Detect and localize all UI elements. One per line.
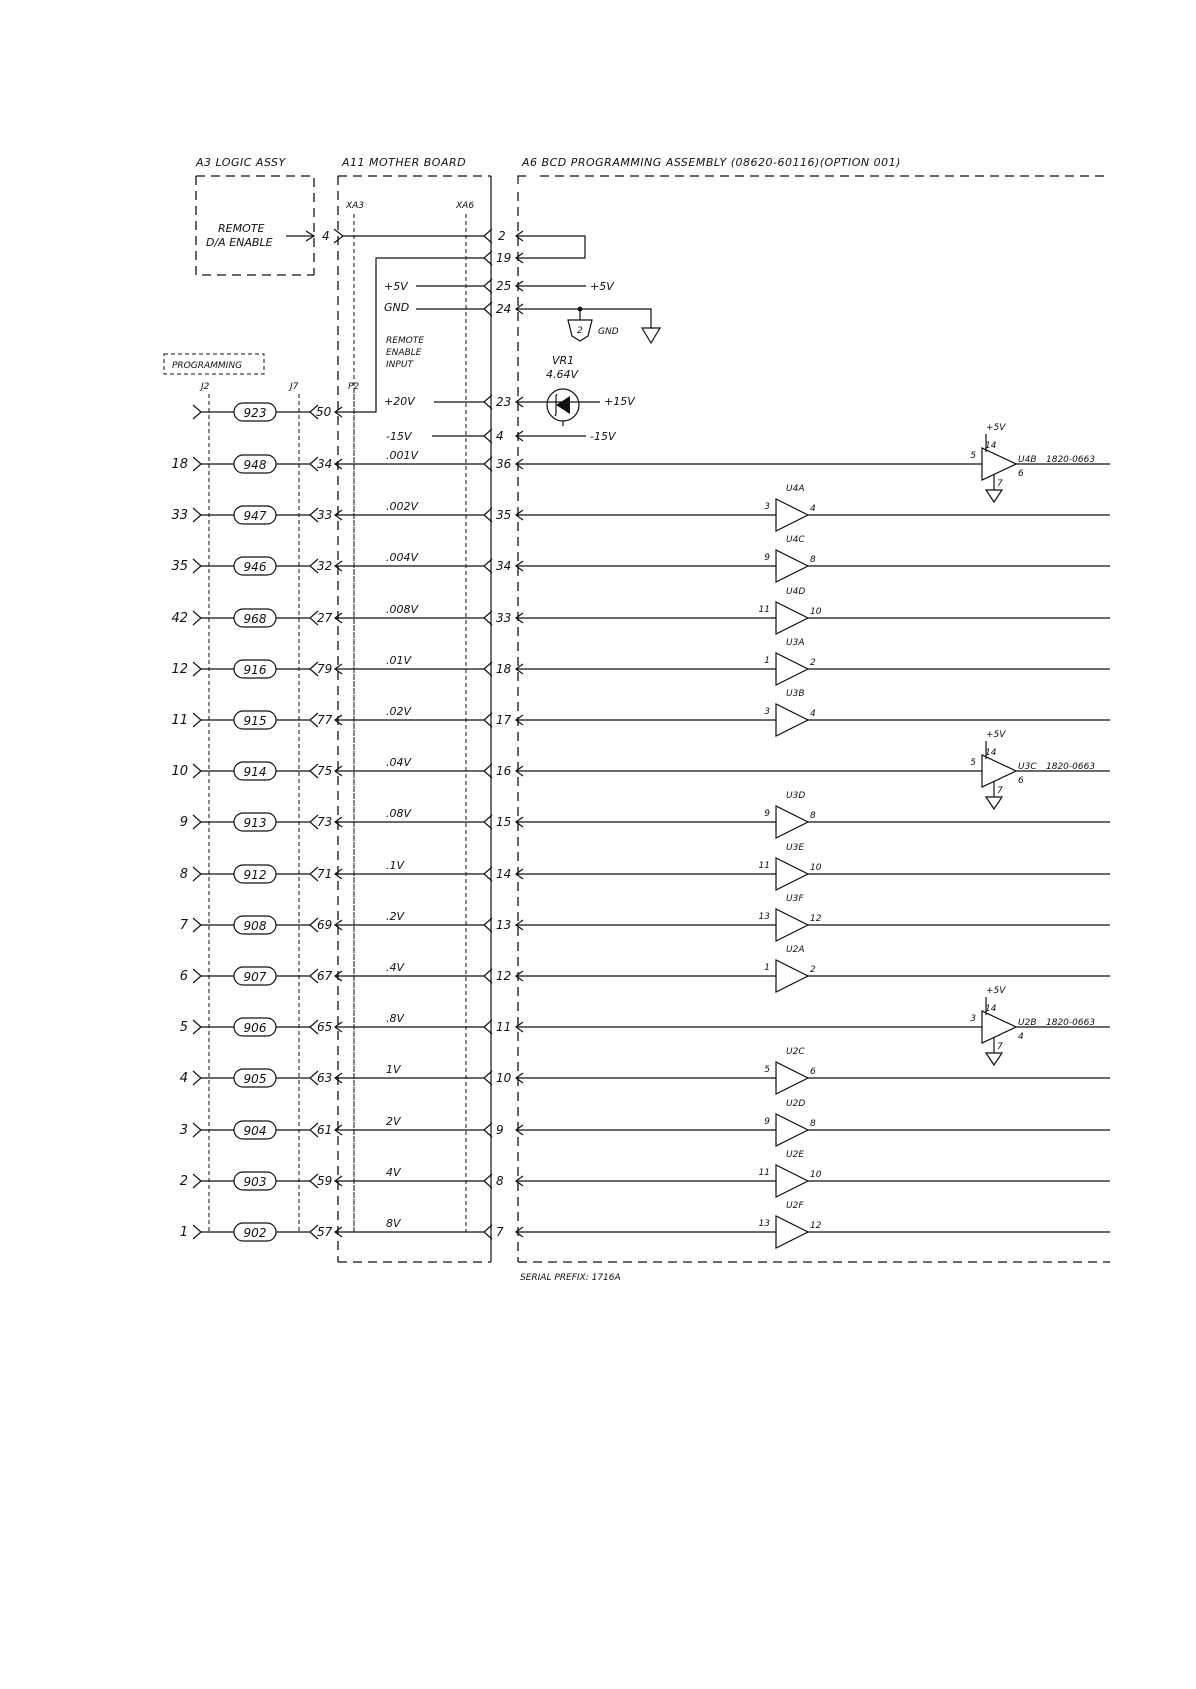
ground-triangle-icon <box>986 797 1002 809</box>
wire-tag-923-text: 923 <box>243 406 267 420</box>
j2-input-chevron <box>193 918 201 932</box>
buffer-gate-icon <box>776 602 808 634</box>
j2-pin-number: 18 <box>171 457 188 472</box>
xa6-pin-number: 12 <box>496 969 512 983</box>
j2-pin-number: 11 <box>171 713 188 728</box>
xa6-pin-number: 16 <box>496 764 512 778</box>
j7-pin-number: 57 <box>317 1225 333 1239</box>
buffer-gate-icon <box>776 806 808 838</box>
xa6-pin-number: 17 <box>496 713 512 727</box>
wire-tag-number: 915 <box>243 714 267 728</box>
gate-input-pin: 1 <box>764 963 770 973</box>
buffer-gate-icon <box>776 1062 808 1094</box>
plus20v-label: +20V <box>384 395 415 408</box>
j2-input-chevron <box>193 867 201 881</box>
wire-tag-number: 902 <box>243 1226 267 1240</box>
connector-xa6-label: XA6 <box>456 201 475 211</box>
j7-pin-number: 67 <box>317 969 333 983</box>
xa6-pin-number: 34 <box>496 559 512 573</box>
xa6-pin-number: 36 <box>496 457 512 471</box>
j7-pin-number: 59 <box>317 1174 333 1188</box>
j2-input-chevron <box>193 1225 201 1239</box>
gate-output-pin: 6 <box>810 1067 816 1077</box>
remote-enable-input-1: REMOTE <box>386 336 424 346</box>
j7-pin-number: 77 <box>317 713 333 727</box>
bcd-weight-label: .01V <box>386 654 412 667</box>
gate-part-number: 1820-0663 <box>1046 1018 1096 1028</box>
gate-vcc-pin: 14 <box>985 441 997 451</box>
buffer-gate-icon <box>776 1165 808 1197</box>
j7-pin-number: 32 <box>317 559 333 573</box>
buffer-gate-icon <box>776 653 808 685</box>
wire-tag-number: 914 <box>243 765 267 779</box>
gnd-text: GND <box>598 327 619 337</box>
header-a3-logic-assy: A3 LOGIC ASSY <box>196 156 286 169</box>
gate-vcc-pin: 14 <box>985 1004 997 1014</box>
buffer-gate-icon <box>776 550 808 582</box>
connector-j2-label: J2 <box>201 382 210 392</box>
wire-tag-number: 948 <box>243 458 267 472</box>
gate-reference: U3B <box>786 689 805 699</box>
wire-tag-number: 913 <box>243 816 267 830</box>
buffer-gate-icon <box>776 909 808 941</box>
xa6-pin-number: 13 <box>496 918 512 932</box>
wire-tag-number: 904 <box>243 1124 267 1138</box>
vr1-value: 4.64V <box>546 368 579 381</box>
j2-input-chevron <box>193 611 201 625</box>
gate-input-pin: 5 <box>764 1065 770 1075</box>
xa6-pin-number: 14 <box>496 867 512 881</box>
xa6-pin-4: 4 <box>496 429 504 443</box>
gate-output-pin: 6 <box>1018 469 1024 479</box>
gate-reference: U2C <box>786 1047 805 1057</box>
j2-pin-number: 9 <box>179 815 188 830</box>
j2-input-chevron <box>193 815 201 829</box>
connector-xa3-label: XA3 <box>346 201 365 211</box>
xa6-pin-number: 35 <box>496 508 512 522</box>
gate-vcc-label: +5V <box>986 423 1006 433</box>
j2-pin-number: 6 <box>179 969 188 984</box>
gate-vcc-pin: 14 <box>985 748 997 758</box>
remote-enable-input-2: ENABLE <box>386 348 422 358</box>
xa6-pin-2: 2 <box>498 229 506 243</box>
gnd-right-wire <box>516 309 651 328</box>
bcd-weight-label: .2V <box>386 910 405 923</box>
remote-enable-input-3: INPUT <box>386 360 413 370</box>
gate-input-pin: 3 <box>764 707 770 717</box>
minus15v-label: -15V <box>386 430 412 443</box>
wire-tag-number: 906 <box>243 1021 267 1035</box>
xa6-pin-19: 19 <box>496 251 512 265</box>
buffer-gate-icon <box>776 1216 808 1248</box>
buffer-gate-icon <box>982 755 1016 787</box>
gate-reference: U4A <box>786 484 805 494</box>
buffer-gate-icon <box>982 1011 1016 1043</box>
xa6-pin-number: 15 <box>496 815 512 829</box>
j2-input-chevron <box>193 662 201 676</box>
a6-bcd-box <box>518 176 1110 1262</box>
xa6-pin-number: 9 <box>496 1123 504 1137</box>
gate-reference: U3D <box>786 791 806 801</box>
bcd-weight-label: 2V <box>386 1115 401 1128</box>
wire-tag-number: 908 <box>243 919 267 933</box>
gate-output-pin: 4 <box>1018 1032 1024 1042</box>
gate-input-pin: 3 <box>970 1014 976 1024</box>
xa6-pin-number: 8 <box>496 1174 504 1188</box>
wire-tag-number: 903 <box>243 1175 267 1189</box>
xa6-pin-number: 7 <box>496 1225 504 1239</box>
gate-input-pin: 5 <box>970 758 976 768</box>
gate-output-pin: 4 <box>810 504 816 514</box>
gate-reference: U4B <box>1018 455 1037 465</box>
programming-label: PROGRAMMING <box>172 361 243 371</box>
bcd-rows <box>171 423 1110 1248</box>
j2-input-chevron <box>193 1020 201 1034</box>
header-a6-bcd-programming: A6 BCD PROGRAMMING ASSEMBLY (08620-60116)(OPTION 001) <box>522 156 901 169</box>
plus5v-right-label: +5V <box>590 280 614 293</box>
remote-da-enable-label-2: D/A ENABLE <box>206 236 273 249</box>
j2-pin-number: 42 <box>171 611 188 626</box>
j2-pin-number: 3 <box>179 1123 188 1138</box>
gate-output-pin: 10 <box>810 863 822 873</box>
gate-output-pin: 10 <box>810 607 822 617</box>
wire-tag-number: 946 <box>243 560 267 574</box>
buffer-gate-icon <box>776 499 808 531</box>
j2-input-chevron <box>193 764 201 778</box>
bcd-weight-label: .1V <box>386 859 405 872</box>
gate-input-pin: 9 <box>764 1117 770 1127</box>
plus5v-label: +5V <box>384 280 408 293</box>
j7-pin-number: 63 <box>317 1071 333 1085</box>
ground-triangle-icon <box>986 490 1002 502</box>
buffer-gate-icon <box>776 1114 808 1146</box>
bcd-weight-label: .004V <box>386 551 419 564</box>
minus15v-right-label: -15V <box>590 430 616 443</box>
gate-output-pin: 4 <box>810 709 816 719</box>
wire-tag-number: 907 <box>243 970 267 984</box>
j7-pin-number: 71 <box>317 867 333 881</box>
xa6-pin-number: 10 <box>496 1071 512 1085</box>
gate-gnd-pin: 7 <box>997 786 1003 796</box>
bcd-weight-label: .08V <box>386 807 412 820</box>
wire-tag-number: 968 <box>243 612 267 626</box>
gate-reference: U4C <box>786 535 805 545</box>
j2-pin-number: 8 <box>179 867 188 882</box>
connector-j7-label: J7 <box>290 382 299 392</box>
j2-input-chevron <box>193 1071 201 1085</box>
bcd-weight-label: 8V <box>386 1217 401 1230</box>
gate-reference: U2F <box>786 1201 804 1211</box>
gate-reference: U2A <box>786 945 805 955</box>
gate-gnd-pin: 7 <box>997 1042 1003 1052</box>
bcd-weight-label: .04V <box>386 756 412 769</box>
gate-input-pin: 11 <box>758 605 770 615</box>
j7-pin-number: 73 <box>317 815 333 829</box>
gate-input-pin: 11 <box>758 861 770 871</box>
gate-output-pin: 10 <box>810 1170 822 1180</box>
gate-input-pin: 3 <box>764 502 770 512</box>
xa6-pin-number: 11 <box>496 1020 512 1034</box>
gate-input-pin: 13 <box>758 912 770 922</box>
gate-output-pin: 2 <box>810 658 816 668</box>
xa6-pin-23: 23 <box>496 395 512 409</box>
bcd-weight-label: .008V <box>386 603 419 616</box>
gate-vcc-label: +5V <box>986 986 1006 996</box>
bcd-weight-label: .02V <box>386 705 412 718</box>
j2-input-chevron <box>193 559 201 573</box>
gate-vcc-label: +5V <box>986 730 1006 740</box>
gate-input-pin: 9 <box>764 809 770 819</box>
vr1-name: VR1 <box>552 354 575 367</box>
bcd-weight-label: .002V <box>386 500 419 513</box>
bcd-weight-label: 4V <box>386 1166 401 1179</box>
j2-input-chevron <box>193 969 201 983</box>
j2-pin-number: 33 <box>171 508 188 523</box>
j7-pin-number: 75 <box>317 764 333 778</box>
xa6-pin-number: 18 <box>496 662 512 676</box>
j7-pin-number: 27 <box>317 611 333 625</box>
gate-output-pin: 12 <box>810 1221 822 1231</box>
wire-tag-number: 916 <box>243 663 267 677</box>
wire-tag-number: 912 <box>243 868 267 882</box>
gate-reference: U4D <box>786 587 806 597</box>
gate-reference: U3A <box>786 638 805 648</box>
gate-input-pin: 11 <box>758 1168 770 1178</box>
buffer-gate-icon <box>776 858 808 890</box>
j2-pin-number: 5 <box>179 1020 188 1035</box>
j2-pin-number: 4 <box>179 1071 188 1086</box>
gate-output-pin: 8 <box>810 811 816 821</box>
bcd-weight-label: .8V <box>386 1012 405 1025</box>
gate-output-pin: 8 <box>810 555 816 565</box>
j7-pin-number: 34 <box>317 457 333 471</box>
j2-pin-number: 1 <box>179 1225 188 1240</box>
gate-reference: U2E <box>786 1150 804 1160</box>
j2-pin-number: 10 <box>171 764 188 779</box>
gate-input-pin: 1 <box>764 656 770 666</box>
gate-output-pin: 8 <box>810 1119 816 1129</box>
j2-pin-number: 7 <box>179 918 188 933</box>
a3-pin-4: 4 <box>322 229 330 243</box>
bcd-weight-label: 1V <box>386 1063 401 1076</box>
remote-da-enable-label-1: REMOTE <box>218 222 265 235</box>
gate-reference: U2D <box>786 1099 806 1109</box>
gate-input-pin: 5 <box>970 451 976 461</box>
serial-prefix: SERIAL PREFIX: 1716A <box>520 1273 621 1283</box>
gate-gnd-pin: 7 <box>997 479 1003 489</box>
j7-pin-number: 69 <box>317 918 333 932</box>
header-a11-mother-board: A11 MOTHER BOARD <box>342 156 467 169</box>
zener-diode-icon <box>556 396 570 414</box>
buffer-gate-icon <box>776 960 808 992</box>
gate-part-number: 1820-0663 <box>1046 455 1096 465</box>
xa6-pin-24: 24 <box>496 302 512 316</box>
j2-pin-number: 35 <box>171 559 188 574</box>
j2-input-chevron <box>193 1174 201 1188</box>
j7-pin-number: 33 <box>317 508 333 522</box>
j2-input-chevron <box>193 713 201 727</box>
ground-triangle-icon <box>642 328 660 343</box>
plus15v-right-label: +15V <box>604 395 635 408</box>
j7-pin-50: 50 <box>316 405 332 419</box>
j2-input-chevron <box>193 508 201 522</box>
j2-pin-number: 2 <box>179 1174 188 1189</box>
gate-output-pin: 2 <box>810 965 816 975</box>
buffer-gate-icon <box>776 704 808 736</box>
gate-part-number: 1820-0663 <box>1046 762 1096 772</box>
gate-input-pin: 9 <box>764 553 770 563</box>
j7-pin-number: 61 <box>317 1123 333 1137</box>
xa6-pin-number: 33 <box>496 611 512 625</box>
bcd-weight-label: .4V <box>386 961 405 974</box>
gate-output-pin: 12 <box>810 914 822 924</box>
xa6-pin-25: 25 <box>496 279 512 293</box>
j2-input-chevron <box>193 457 201 471</box>
j7-pin-number: 79 <box>317 662 333 676</box>
bcd-weight-label: .001V <box>386 449 419 462</box>
buffer-gate-icon <box>982 448 1016 480</box>
connector-p2-label: P2 <box>348 382 360 392</box>
ground-triangle-icon <box>986 1053 1002 1065</box>
gate-reference: U3E <box>786 843 804 853</box>
wire-tag-number: 947 <box>243 509 267 523</box>
wire-tag-number: 905 <box>243 1072 267 1086</box>
gate-input-pin: 13 <box>758 1219 770 1229</box>
gnd-label: GND <box>384 301 410 314</box>
j2-pin-number: 12 <box>171 662 188 677</box>
gate-reference: U3C <box>1018 762 1037 772</box>
j7-pin-number: 65 <box>317 1020 333 1034</box>
gate-reference: U3F <box>786 894 804 904</box>
j2-input-chevron <box>193 1123 201 1137</box>
gnd-symbol-number: 2 <box>577 326 583 336</box>
gate-output-pin: 6 <box>1018 776 1024 786</box>
pin2-pin19-jumper <box>516 236 585 258</box>
gate-reference: U2B <box>1018 1018 1037 1028</box>
prog-923-chevron <box>193 405 201 419</box>
